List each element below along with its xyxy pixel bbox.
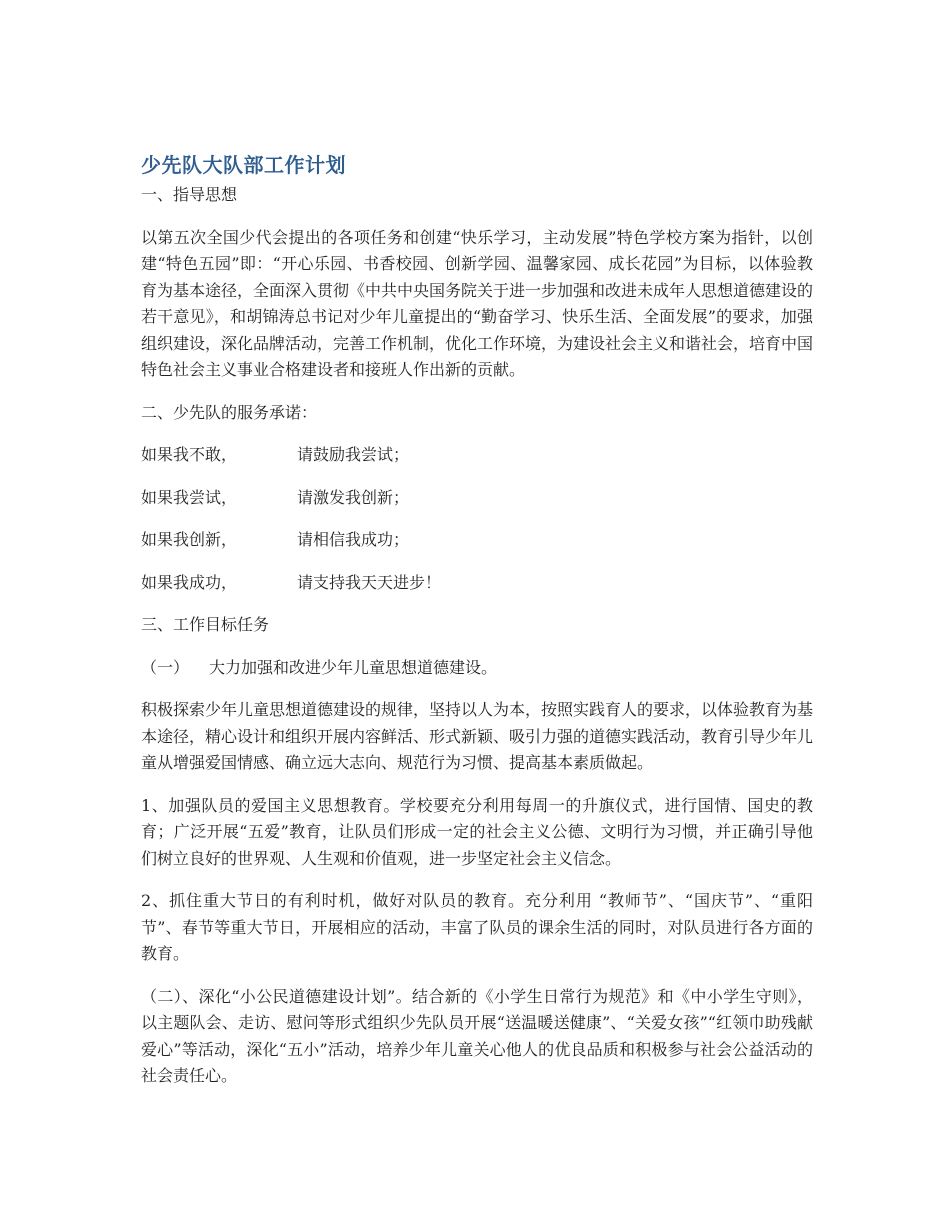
pledge-right: 请鼓励我尝试； [297, 445, 410, 464]
pledge-left: 如果我不敢， [141, 445, 238, 464]
paragraph-subsection-2: （二）、深化“小公民道德建设计划”。结合新的《小学生日常行为规范》和《中小学生守则》，以主题队会、走访、慰问等形式组织少先队员开展“送温暖送健康”、“关爱女孩”“红领巾助残献爱心”等活动，深化“五小”活动，培养少年儿童关心他人的优良品质和积极参与社会公益活动的社会责任心。 [141, 986, 813, 1085]
pledge-right: 请相信我成功； [297, 530, 410, 549]
section-heading-work-goals: 三、工作目标任务 [141, 615, 270, 634]
pledge-row [141, 527, 813, 554]
pledge-left: 如果我成功， [141, 572, 238, 592]
pledge-row [141, 485, 813, 512]
pledge-left: 如果我尝试， [141, 487, 238, 507]
document-body [141, 148, 813, 1090]
section-heading-guiding-thought: 一、指导思想 [141, 185, 238, 204]
document-title: 少先队大队部工作计划 [141, 153, 346, 177]
pledge-row [141, 570, 813, 597]
section-heading-service-pledge: 二、少先队的服务承诺： [141, 402, 318, 422]
paragraph-guiding-thought: 以第五次全国少代会提出的各项任务和创建“快乐学习，主动发展”特色学校方案为指针，以创建“特色五园”即：“开心乐园、书香校园、创新学园、温馨家园、成长花园”为目标，以体验教育为基本途径，全面深入贯彻《中共中央国务院关于进一步加强和改进未成年人思想道德建设的若干意见》，和胡锦涛总书记对少年儿童提出的“勤奋学习、快乐生活、全面发展”的要求，加强组织建设，深化品牌活动，完善工作机制，优化工作环境，为建设社会主义和谐社会，培育中国特色社会主义事业合格建设者和接班人作出新的贡献。 [141, 227, 814, 379]
paragraph-item-1: 1、加强队员的爱国主义思想教育。学校要充分利用每周一的升旗仪式，进行国情、国史的教育；广泛开展“五爱”教育，让队员们形成一定的社会主义公德、文明行为习惯，并正确引导他们树立良好的世界观、人生观和价值观，进一步坚定社会主义信念。 [141, 795, 813, 868]
subsection-heading-1 [141, 655, 813, 682]
subsection-number: （一） [141, 657, 190, 677]
pledge-right: 请支持我天天进步！ [297, 572, 442, 592]
paragraph-moral-construction: 积极探索少年儿童思想道德建设的规律，坚持以人为本，按照实践育人的要求，以体验教育为基本途径，精心设计和组织开展内容鲜活、形式新颖、吸引力强的道德实践活动，教育引导少年儿童从增强爱国情感、确立远大志向、规范行为习惯、提高基本素质做起。 [141, 700, 814, 772]
pledge-right: 请激发我创新； [297, 487, 410, 507]
subsection-title: 大力加强和改进少年儿童思想道德建设。 [209, 657, 498, 677]
pledge-left: 如果我创新， [141, 530, 238, 549]
paragraph-item-2: 2、抓住重大节日的有利时机，做好对队员的教育。充分利用 “教师节”、“国庆节”、“重阳节”、春节等重大节日，开展相应的活动，丰富了队员的课余生活的同时，对队员进行各方面的教育。 [141, 891, 813, 963]
pledge-row [141, 442, 813, 469]
